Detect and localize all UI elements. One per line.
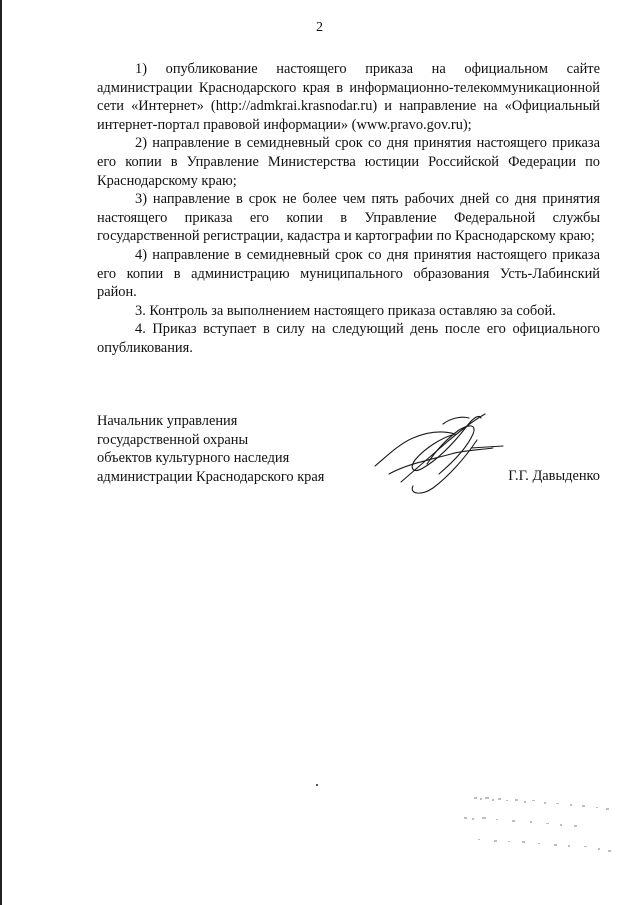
signer-position-line: государственной охраны bbox=[97, 431, 249, 448]
signer-position-line: администрации Краснодарского края bbox=[97, 468, 325, 485]
paragraph-rosreestr: 3) направление в срок не более чем пять рабочих дней со дня принятия настоящего приказа его копии в Управление Федеральной службы государственной регистрации, кадастра и картографии по Краснодарскому краю; bbox=[97, 191, 600, 245]
page-edge bbox=[0, 0, 2, 905]
page-number: 2 bbox=[316, 20, 323, 35]
document-body bbox=[97, 60, 600, 358]
paragraph-control: 3. Контроль за выполнением настоящего приказа оставляю за собой. bbox=[135, 302, 556, 319]
signer-position-line: объектов культурного наследия bbox=[97, 450, 290, 467]
handwritten-signature bbox=[369, 404, 509, 504]
paragraph-publication: 1) опубликование настоящего приказа на официальном сайте администрации Краснодарского края в информационно-телекоммуникационной сети «Интернет» (http://admkrai.krasnodar.ru) и направление на «Официальный интернет-портал правовой информации» (www.pravo.gov.ru); bbox=[97, 61, 600, 133]
paragraph-municipality: 4) направление в семидневный срок со дня принятия настоящего приказа его копии в администрацию муниципального образования Усть-Лабинский район. bbox=[97, 246, 600, 301]
signature-block bbox=[97, 412, 600, 507]
faint-stamp bbox=[460, 795, 615, 860]
signer-name: Г.Г. Давыденко bbox=[508, 468, 600, 484]
signer-position-line: Начальник управления bbox=[97, 413, 238, 429]
scan-speck bbox=[316, 784, 318, 786]
paragraph-effective-date: 4. Приказ вступает в силу на следующий день после его официального опубликования. bbox=[97, 321, 600, 356]
paragraph-ministry-justice: 2) направление в семидневный срок со дня принятия настоящего приказа его копии в Управление Министерства юстиции Российской Федерации по Краснодарскому краю; bbox=[97, 135, 600, 189]
